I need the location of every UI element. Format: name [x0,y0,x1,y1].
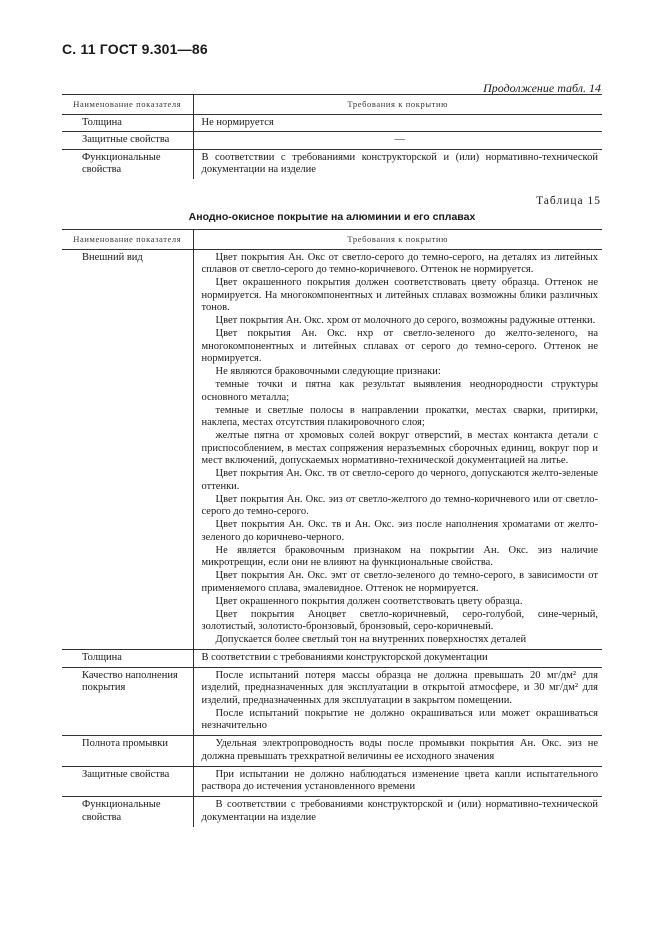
row-name: Функциональные свойства [62,797,193,827]
column-header-requirements: Требования к покрытию [193,95,602,115]
row-requirement: Не нормируется [193,114,602,132]
row-requirement [193,667,602,736]
paragraph: темные и светлые полосы в направлении прокатки, местах сварки, притирки, наклепа, местах отсутствия плакировочного слоя; [201,404,598,428]
table-header-row [62,230,602,250]
paragraph: Допускается более светлый тон на внутренних поверхностях деталей [215,634,527,645]
table-14-continued [62,94,602,179]
paragraph: Цвет окрашенного покрытия должен соответствовать цвету образца. [215,595,523,607]
row-name: Защитные свойства [62,132,193,150]
table-row-thickness [62,650,602,668]
paragraph: Цвет покрытия Ан. Окс. тв от светло-серого до черного, допускаются желто-зеленые оттенки. [201,468,598,492]
row-name: Функциональные свойства [62,149,193,179]
column-header-indicator: Наименование показателя [62,95,193,115]
paragraph: При испытании не должно наблюдаться изменение цвета капли испытательного раствора до истечения установленного времени [201,768,598,792]
row-name: Качество наполнения покрытия [62,667,193,736]
row-name: Защитные свойства [62,766,193,797]
paragraph: темные точки и пятна как результат выявления неоднородности структуры основного металла; [201,379,598,403]
table-caption: Анодно-окисное покрытие на алюминии и его сплавах [188,211,476,223]
paragraph: Цвет покрытия Ан. Окс. нхр от светло-зеленого до желто-зеленого, на многокомпонентных и литейных сплавах от серого до темно-серого. Оттенок не нормируется. [201,328,598,364]
table-row [62,132,602,150]
table-15 [62,229,602,827]
row-name: Толщина [62,650,193,668]
paragraph: После испытаний покрытие не должно окрашиваться или может окрашиваться незначительно [201,707,598,731]
table-label: Таблица 15 [536,195,601,207]
row-requirement [193,766,602,797]
table-row-functional [62,797,602,827]
page-header: С. 11 ГОСТ 9.301—86 [62,41,208,57]
table-row-appearance [62,249,602,650]
table-row [62,114,602,132]
paragraph: Цвет покрытия Ан. Окс. тв и Ан. Окс. эиз после наполнения хроматами от желто-зеленого до коричнево-черного. [201,519,598,543]
table-row-filling-quality [62,667,602,736]
row-requirement [193,249,602,650]
row-name: Толщина [62,114,193,132]
paragraph: Цвет покрытия Ан. Окс от светло-серого до темно-серого, на деталях из литейных сплавов от светло-серого до темно-коричневого. Оттенок не нормируется. [201,251,598,275]
paragraph: Не является браковочным признаком на покрытии Ан. Окс. эиз наличие микротрещин, если они не влияют на функциональные свойства. [201,544,598,568]
paragraph: Цвет покрытия Ан. Окс. хром от молочного до серого, возможны радужные оттенки. [215,315,596,326]
column-header-indicator: Наименование показателя [62,230,193,250]
paragraph: Цвет покрытия Ан. Окс. эмт от светло-зеленого до темно-серого, в зависимости от применяемого сплава, эмалевидное. Оттенок не нормируется. [201,570,598,594]
row-requirement: В соответствии с требованиями конструкторской и (или) нормативно-технической документации на изделие [201,151,598,175]
table-row [62,149,602,179]
paragraph: Цвет покрытия Ан. Окс. эиз от светло-желтого до темно-коричневого или от светло-серого до темно-серого. [201,493,598,517]
table-row-washing [62,736,602,767]
column-header-requirements: Требования к покрытию [193,230,602,250]
row-requirement [193,736,602,767]
row-name: Внешний вид [62,249,193,650]
continuation-note: Продолжение табл. 14 [483,81,601,95]
table-header-row [62,95,602,115]
row-name: Полнота промывки [62,736,193,767]
row-requirement: — [193,132,602,150]
paragraph: После испытаний потеря массы образца не должна превышать 20 мг/дм² для изделий, предназначенных для эксплуатации в открытой атмосфере, и 30 мг/дм² для изделий, предназначенных для эксплуатации в закрытом помещении. [201,669,598,706]
paragraph: желтые пятна от хромовых солей вокруг отверстий, в местах контакта детали с приспособлением, в местах сопряжения неразъемных сборочных единиц, вокруг пор и мест включений, допускаемых нормативно-технической документацией на литье. [201,430,598,466]
row-requirement [193,797,602,827]
paragraph: В соответствии с требованиями конструкторской и (или) нормативно-технической документации на изделие [201,799,598,823]
paragraph: Удельная электропроводность воды после промывки покрытия Ан. Окс. эиз не должна превышать трехкратной величины ее исходного значения [201,738,598,762]
paragraph: Цвет окрашенного покрытия должен соответствовать цвету образца. Оттенок не нормируется. На многокомпонентных и литейных сплавах возможны блики различных тонов. [201,277,598,313]
paragraph: Цвет покрытия Аноцвет светло-коричневый, серо-голубой, сине-черный, золотистый, золотисто-бронзовый, бронзовый, серо-коричневый. [201,608,598,632]
paragraph: Не являются браковочными следующие признаки: [215,366,441,377]
row-requirement: В соответствии с требованиями конструкторской документации [193,650,602,668]
table-row-protective [62,766,602,797]
